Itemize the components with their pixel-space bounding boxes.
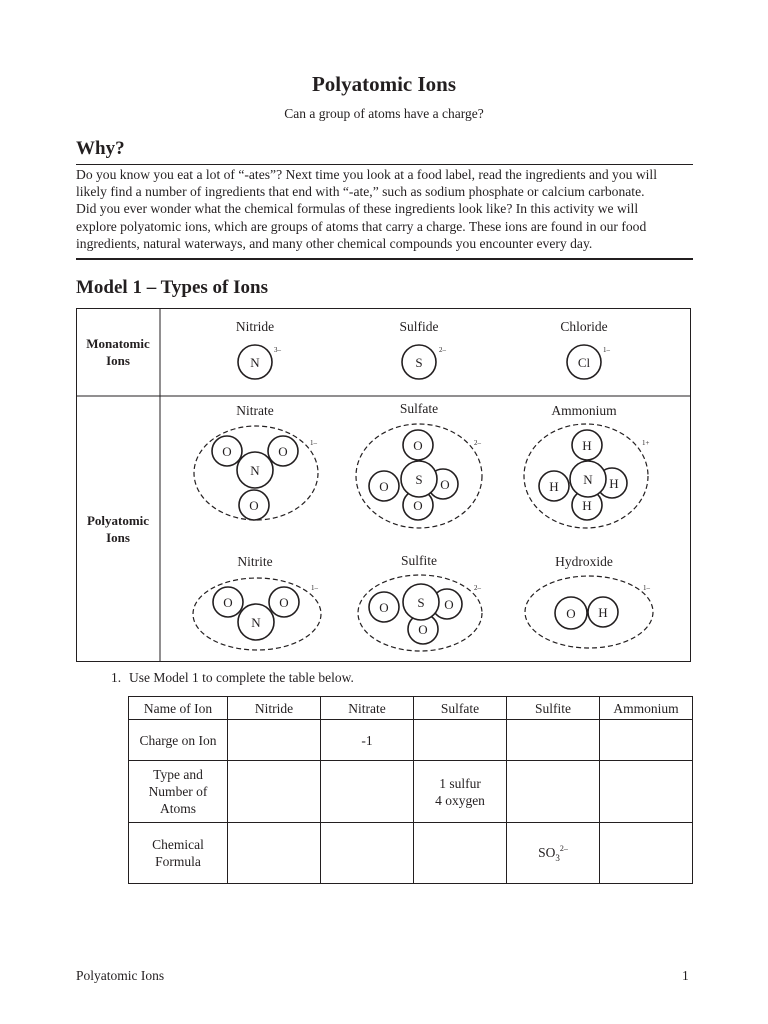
question-number: 1. [111, 670, 122, 685]
svg-text:O: O [413, 438, 423, 453]
svg-text:O: O [379, 479, 389, 494]
svg-text:H: H [609, 476, 619, 491]
ion-name: Sulfide [399, 319, 439, 334]
ion-charge: 3– [274, 346, 281, 354]
row-label: Charge on Ion [129, 720, 228, 761]
ion-charge: 1– [603, 346, 610, 354]
svg-text:O: O [222, 444, 232, 459]
ion-charge: 1+ [642, 439, 650, 447]
ion-hydroxide [525, 554, 653, 648]
why-line: Did you ever wonder what the chemical formulas of these ingredients look like? In this activity we will [76, 201, 639, 217]
answer-cell-sulfite-charge[interactable] [507, 720, 600, 761]
row-label: Type and Number of Atoms [129, 761, 228, 823]
answer-cell-sulfate-atoms[interactable]: 1 sulfur 4 oxygen [414, 761, 507, 823]
formula-charge: 2– [559, 843, 568, 853]
monatomic-label: Monatomic Ions [86, 336, 150, 368]
why-line: likely find a number of ingredients that end with “-ate,” such as sodium phosphate or calcium carbonate. [76, 184, 645, 200]
ion-sulfate [356, 401, 482, 528]
answer-cell-sulfate-charge[interactable] [414, 720, 507, 761]
ion-charge: 1– [310, 439, 317, 447]
table-row [129, 720, 693, 761]
answer-cell-sulfite-formula[interactable] [507, 823, 600, 884]
formula-subscript: 3 [555, 852, 560, 863]
svg-text:H: H [598, 605, 608, 620]
model1-heading: Model 1 – Types of Ions [76, 277, 268, 298]
answer-cell-nitrate-atoms[interactable] [321, 761, 414, 823]
answer-cell-nitrate-formula[interactable] [321, 823, 414, 884]
ion-ammonium [524, 403, 650, 528]
ion-name: Sulfate [399, 401, 439, 416]
atom-symbol: S [415, 355, 423, 370]
table-header: Ammonium [600, 697, 693, 720]
why-bottom-rule [76, 258, 693, 260]
footer-title: Polyatomic Ions [76, 968, 165, 983]
svg-text:S: S [415, 472, 423, 487]
answer-cell-nitride-atoms[interactable] [228, 761, 321, 823]
svg-text:O: O [444, 597, 454, 612]
svg-text:N: N [250, 463, 260, 478]
svg-text:S: S [417, 595, 425, 610]
why-line: Do you know you eat a lot of “-ates”? Next time you look at a food label, read the ingredients and you will [76, 167, 657, 182]
answer-cell-nitride-formula[interactable] [228, 823, 321, 884]
svg-text:O: O [418, 622, 428, 637]
ion-charge: 2– [474, 584, 481, 592]
ion-nitride [236, 319, 282, 379]
table-header: Name of Ion [129, 697, 228, 720]
answer-cell-nitride-charge[interactable] [228, 720, 321, 761]
ion-name: Ammonium [551, 403, 617, 418]
svg-text:N: N [583, 472, 593, 487]
svg-text:O: O [249, 498, 259, 513]
table-header-row [129, 697, 693, 720]
ion-sulfide [400, 319, 447, 379]
svg-text:O: O [379, 600, 389, 615]
ion-charge: 1– [311, 584, 318, 592]
answer-cell-sulfite-atoms[interactable] [507, 761, 600, 823]
ion-charge: 2– [474, 439, 481, 447]
polyatomic-label: Polyatomic Ions [86, 513, 150, 545]
formula-base: SO [538, 844, 556, 860]
svg-text:O: O [278, 444, 288, 459]
ion-name: Nitride [235, 319, 275, 334]
ion-sulfite [358, 553, 482, 651]
ion-chloride [560, 319, 610, 379]
table-header: Sulfate [414, 697, 507, 720]
svg-text:N: N [251, 615, 261, 630]
question-text: Use Model 1 to complete the table below. [129, 670, 354, 685]
ion-name: Sulfite [401, 553, 437, 568]
table-header: Nitrate [321, 697, 414, 720]
ion-charge: 1– [643, 584, 650, 592]
svg-text:O: O [566, 606, 576, 621]
answer-cell-ammonium-charge[interactable] [600, 720, 693, 761]
row-label: Chemical Formula [129, 823, 228, 884]
page-subtitle: Can a group of atoms have a charge? [284, 106, 484, 121]
why-paragraph [76, 166, 696, 252]
ion-name: Hydroxide [555, 554, 613, 569]
atom-symbol: Cl [577, 355, 591, 370]
ion-charge: 2– [439, 346, 446, 354]
why-heading: Why? [76, 138, 125, 159]
answer-cell-sulfate-formula[interactable] [414, 823, 507, 884]
svg-text:O: O [223, 595, 233, 610]
answer-cell-ammonium-atoms[interactable] [600, 761, 693, 823]
why-line: ingredients, natural waterways, and many other chemical compounds you encounter every day. [76, 235, 593, 251]
svg-text:H: H [582, 498, 592, 513]
answer-cell-ammonium-formula[interactable] [600, 823, 693, 884]
svg-text:O: O [440, 477, 450, 492]
why-top-rule [76, 164, 693, 165]
atom-symbol: N [250, 355, 260, 370]
answer-cell-nitrate-charge[interactable]: -1 [321, 720, 414, 761]
table-header: Nitride [228, 697, 321, 720]
ion-name: Nitrate [236, 403, 274, 418]
page-title: Polyatomic Ions [311, 72, 457, 96]
ion-nitrite [193, 554, 321, 650]
table-row [129, 761, 693, 823]
ion-name: Chloride [560, 319, 608, 334]
page-number: 1 [682, 968, 689, 983]
table-header: Sulfite [507, 697, 600, 720]
model1-figure [76, 308, 691, 662]
svg-text:H: H [582, 438, 592, 453]
table-row [129, 823, 693, 884]
svg-text:O: O [279, 595, 289, 610]
svg-text:O: O [413, 498, 423, 513]
ion-name: Nitrite [237, 554, 273, 569]
why-line: explore polyatomic ions, which are groups of atoms that carry a charge. These ions are found in our food [76, 218, 647, 234]
model1-diagram [76, 308, 691, 662]
svg-text:H: H [549, 479, 559, 494]
answer-table [128, 696, 693, 884]
question-1 [111, 670, 354, 686]
ion-nitrate [194, 403, 318, 520]
